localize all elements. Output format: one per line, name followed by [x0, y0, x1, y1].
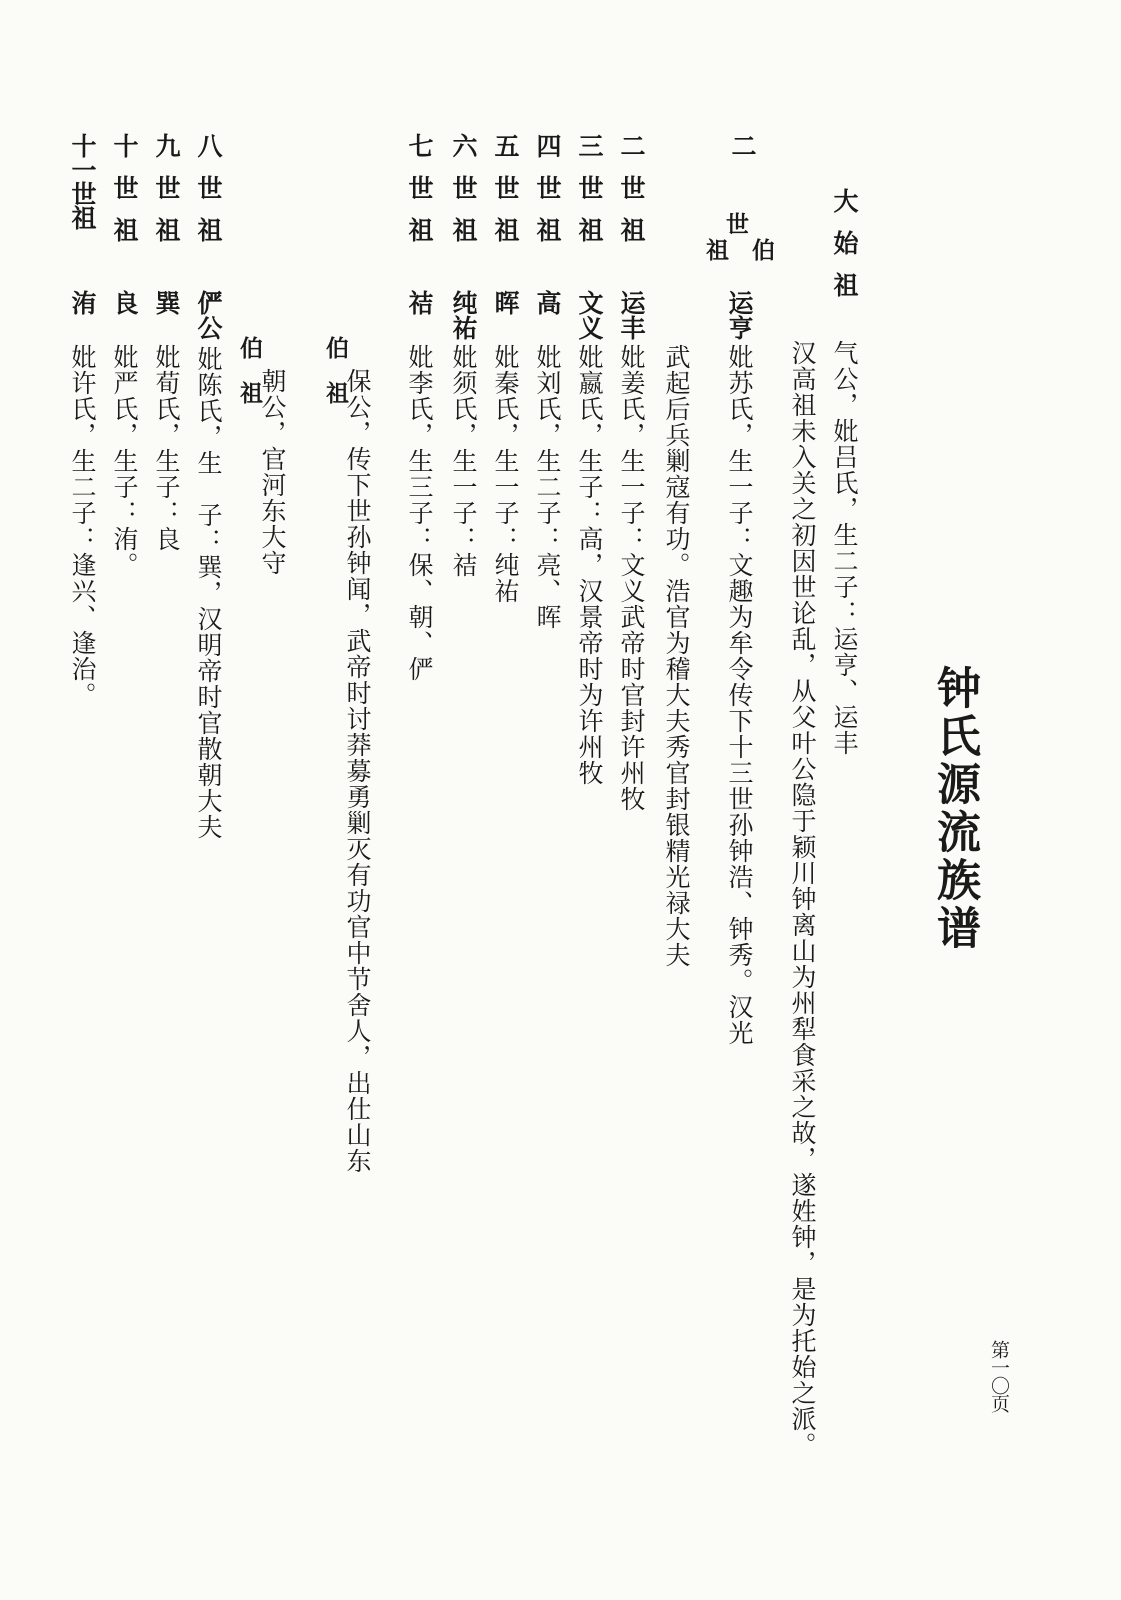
generation-label: 二 [728, 133, 757, 158]
generation-text: 妣李氏，生三子：保、朝、俨 [405, 344, 434, 682]
generation-label-part: 世 [722, 212, 749, 235]
generation-text: 妣须氏，生一子：祮 [449, 344, 478, 578]
generation-label: 七世祖 [405, 133, 434, 259]
ancestor-name: 文义 [575, 290, 604, 340]
generation-label: 九世祖 [152, 133, 181, 259]
ancestor-name: 高 [533, 290, 562, 315]
generation-label: 五世祖 [491, 133, 520, 259]
ancestor-name: 俨公 [194, 290, 223, 340]
generation-label: 大始祖 [830, 188, 859, 314]
ancestor-name: 晖 [491, 290, 520, 315]
ancestor-name: 运丰 [617, 290, 646, 340]
generation-text: 妣荀氏，生子：良 [152, 344, 181, 552]
page-title: 钟氏源流族谱 [929, 665, 980, 953]
uncle-text: 保公，传下世孙钟闻，武帝时讨莽募勇剿灭有功官中节舍人，出仕山东 [343, 368, 372, 1174]
uncle-text: 朝公，官河东大守 [258, 368, 287, 576]
ancestor-name: 巽 [152, 290, 181, 315]
generation-label: 八世祖 [194, 133, 223, 259]
generation-text: 妣许氏，生二子：逢兴、逢治。 [68, 344, 97, 708]
generation-label: 四世祖 [533, 133, 562, 259]
generation-label: 十世祖 [110, 133, 139, 259]
generation-label: 三世祖 [575, 133, 604, 259]
generation-text: 妣秦氏，生一子：纯祐 [491, 344, 520, 604]
generation-label-part: 伯 [748, 238, 775, 261]
uncle-label: 伯祖 [322, 336, 349, 426]
ancestor-name: 祮 [405, 290, 434, 315]
generation-text: 妣严氏，生子：洧。 [110, 344, 139, 578]
generation-text: 妣嬴氏，生子：高，汉景帝时为许州牧 [575, 344, 604, 786]
generation-label: 二世祖 [617, 133, 646, 259]
generation-text: 武起后兵剿寇有功。浩官为稽大夫秀官封银精光禄大夫 [662, 344, 691, 968]
generation-text: 妣苏氏，生一子：文趣为牟令传下十三世孙钟浩、钟秀。汉光 [725, 344, 754, 1046]
generation-label: 十一世祖 [68, 133, 97, 229]
ancestor-name: 良 [110, 290, 139, 315]
generation-text: 气公，妣吕氏，生二子：运亨、运丰 [830, 340, 859, 756]
ancestor-name: 洧 [68, 290, 97, 315]
page-number: 第一〇页 [988, 1340, 1010, 1412]
generation-text: 汉高祖未入关之初因世论乱，从父叶公隐于颖川钟离山为州犁食采之故，遂姓钟，是为托始之派。 [788, 340, 817, 1458]
generation-text: 妣刘氏，生二子：亮、晖 [533, 344, 562, 630]
ancestor-name: 运亨 [725, 290, 754, 340]
uncle-label: 伯祖 [236, 336, 263, 426]
generation-text: 妣陈氏，生 子：巽，汉明帝时官散朝大夫 [194, 346, 223, 840]
generation-text: 妣姜氏，生一子：文义武帝时官封许州牧 [617, 344, 646, 812]
generation-label: 六世祖 [449, 133, 478, 259]
generation-label-part: 祖 [702, 238, 729, 261]
ancestor-name: 纯祐 [449, 290, 478, 340]
